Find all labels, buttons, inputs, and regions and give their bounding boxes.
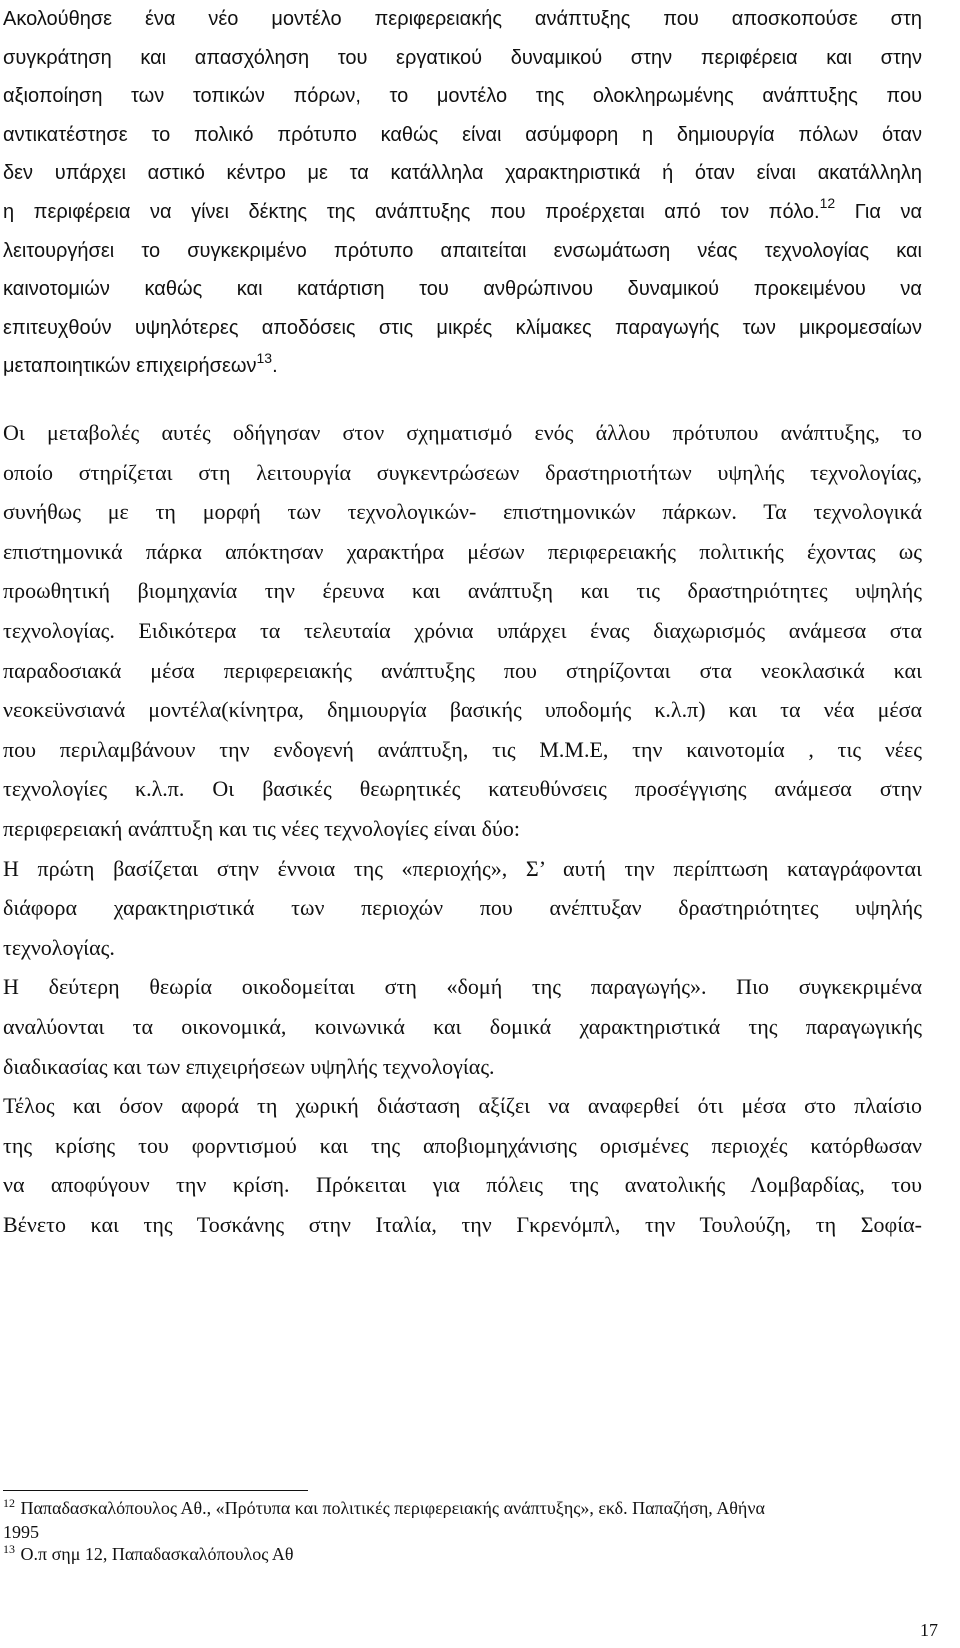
- text-line: Ακολούθησε ένα νέο μοντέλο περιφερειακής ανάπτυξης που αποσκοπούσε στη: [3, 8, 922, 30]
- footnote-12: [3, 1497, 922, 1521]
- footnote-13: [3, 1543, 922, 1567]
- text-line: λειτουργήσει το συγκεκριμένο πρότυπο απαιτείται ενσωμάτωση νέας τεχνολογίας και: [3, 239, 922, 262]
- text-line: προωθητική βιομηχανία την έρευνα και ανάπτυξη και τις δραστηριότητες υψηλής: [3, 578, 922, 604]
- text-line: συνήθως με τη μορφή των τεχνολογικών- επιστημονικών πάρκων. Τα τεχνολογικά: [3, 499, 922, 525]
- text-line: Η πρώτη βασίζεται στην έννοια της «περιοχής», Σ’ αυτή την περίπτωση καταγράφονται: [3, 855, 922, 881]
- text-line: αντικατέστησε το πολικό πρότυπο καθώς είναι ασύμφορη η δημιουργία πόλων όταν: [3, 123, 922, 146]
- text-line: επιστημονικά πάρκα απόκτησαν χαρακτήρα μέσων περιφερειακής πολιτικής έχοντας ως: [3, 538, 922, 564]
- opening-paragraph: [3, 0, 922, 386]
- text-fragment: μεταποιητικών επιχειρήσεων: [3, 355, 257, 378]
- text-line: να αποφύγουν την κρίση. Πρόκειται για πόλεις της ανατολικής Λομβαρδίας, του: [3, 1172, 922, 1198]
- text-line: αναλύονται τα οικονομικά, κοινωνικά και δομικά χαρακτηριστικά της παραγωγικής: [3, 1013, 922, 1039]
- text-fragment: η περιφέρεια να γίνει δέκτης της ανάπτυξης που προέρχεται από τον πόλο.: [3, 200, 820, 223]
- text-line: παραδοσιακά μέσα περιφερειακής ανάπτυξης που στηρίζονται στα νεοκλασικά και: [3, 657, 922, 683]
- text-line: της κρίσης του φορντισμού και της αποβιομηχάνισης ορισμένες περιοχές κατόρθωσαν: [3, 1132, 922, 1158]
- footnote-12-continuation: 1995: [3, 1522, 39, 1542]
- footnote-text: Παπαδασκαλόπουλος Αθ., «Πρότυπα και πολιτικές περιφερειακής ανάπτυξης», εκδ. Παπαζήση, Αθήνα: [16, 1498, 765, 1518]
- text-line: τεχνολογίας.: [3, 934, 115, 960]
- footnote-number: 13: [3, 1542, 15, 1556]
- footnote-separator: [3, 1490, 308, 1491]
- footnote-number: 12: [3, 1496, 15, 1510]
- text-line: τεχνολογίας. Ειδικότερα τα τελευταία χρόνια υπάρχει ένας διαχωρισμός ανάμεσα στα: [3, 617, 922, 643]
- text-line: καινοτομιών καθώς και κατάρτιση του ανθρώπινου δυναμικού προκειμένου να: [3, 278, 922, 301]
- text-line: συγκράτηση και απασχόληση του εργατικού δυναμικού στην περιφέρεια και στην: [3, 46, 922, 69]
- footnotes: [3, 1497, 922, 1567]
- text-line-with-footnote-ref: [3, 347, 922, 386]
- text-line: επιτευχθούν υψηλότερες αποδόσεις στις μικρές κλίμακες παραγωγής των μικρομεσαίων: [3, 316, 922, 339]
- text-line: που περιλαμβάνουν την ενδογενή ανάπτυξη, τις Μ.Μ.Ε, την καινοτομία , τις νέες: [3, 736, 922, 762]
- text-line: Βένετο και της Τοσκάνης στην Ιταλία, την Γκρενόμπλ, την Τουλούζη, τη Σοφία-: [3, 1211, 922, 1237]
- text-line-with-footnote-ref: [3, 193, 922, 232]
- main-paragraphs: [3, 413, 922, 1244]
- text-line: διαδικασίας και των επιχειρήσεων υψηλής τεχνολογίας.: [3, 1053, 495, 1079]
- footnote-ref-12[interactable]: 12: [819, 195, 836, 212]
- text-line: Τέλος και όσον αφορά τη χωρική διάσταση αξίζει να αναφερθεί ότι μέσα στο πλαίσιο: [3, 1093, 922, 1119]
- text-line: διάφορα χαρακτηριστικά των περιοχών που ανέπτυξαν δραστηριότητες υψηλής: [3, 895, 922, 921]
- text-line: δεν υπάρχει αστικό κέντρο με τα κατάλληλα χαρακτηριστικά ή όταν είναι ακατάλληλη: [3, 162, 922, 185]
- text-line: νεοκεϋνσιανά μοντέλα(κίνητρα, δημιουργία βασικής υποδομής κ.λ.π) και τα νέα μέσα: [3, 697, 922, 723]
- text-line: τεχνολογίες κ.λ.π. Οι βασικές θεωρητικές κατευθύνσεις προσέγγισης ανάμεσα στην: [3, 776, 922, 802]
- page-number: 17: [920, 1620, 938, 1640]
- text-line: Η δεύτερη θεωρία οικοδομείται στη «δομή της παραγωγής». Πιο συγκεκριμένα: [3, 974, 922, 1000]
- text-line: οποίο στηρίζεται στη λειτουργία συγκεντρώσεων δραστηριοτήτων υψηλής τεχνολογίας,: [3, 459, 922, 485]
- text-line: Οι μεταβολές αυτές οδήγησαν στον σχηματισμό ενός άλλου πρότυπου ανάπτυξης, το: [3, 420, 922, 445]
- text-line: αξιοποίηση των τοπικών πόρων, το μοντέλο της ολοκληρωμένης ανάπτυξης που: [3, 85, 922, 108]
- text-fragment: Για να: [835, 200, 922, 223]
- text-fragment: .: [272, 355, 278, 378]
- footnote-ref-13[interactable]: 13: [256, 349, 273, 366]
- footnote-text: Ο.π σημ 12, Παπαδασκαλόπουλος Αθ: [16, 1544, 294, 1564]
- text-line: περιφερειακή ανάπτυξη και τις νέες τεχνολογίες είναι δύο:: [3, 815, 520, 841]
